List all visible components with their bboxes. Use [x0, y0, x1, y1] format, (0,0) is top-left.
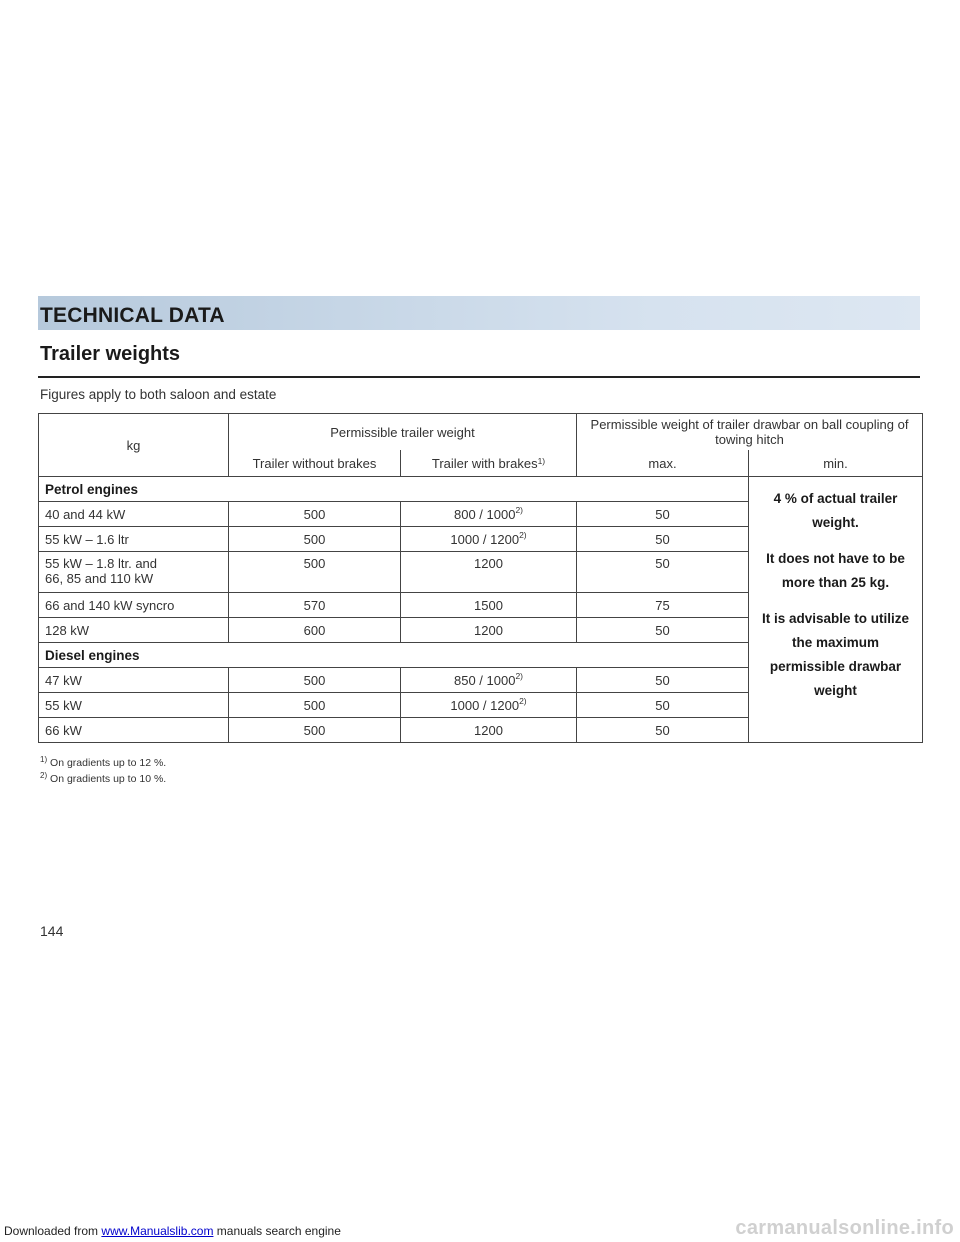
download-prefix: Downloaded from — [4, 1224, 99, 1238]
table-row: 47 kW 500 850 / 1000$^{2)}$ 50 — [39, 668, 923, 693]
table-row: 55 kW 500 1000 / 1200$^{2)}$ 50 — [39, 693, 923, 718]
footnote: $^{1)}$ On gradients up to 12 %. — [40, 755, 167, 769]
table-row: 66 and 140 kW syncro 570 1500 75 — [39, 593, 923, 618]
min-note-line: It does not have to be more than 25 kg. — [766, 551, 905, 590]
section-title: TECHNICAL DATA — [40, 304, 225, 327]
col-header-min: min. — [749, 450, 923, 477]
col-header-without-brakes: Trailer without brakes — [229, 450, 401, 477]
page-number: 144 — [40, 923, 64, 939]
group-label-petrol: Petrol engines — [39, 477, 749, 502]
trailer-weights-table — [38, 413, 922, 743]
min-note-line: It is advisable to utilize the maximum permissible drawbar weight — [761, 611, 910, 698]
download-suffix: manuals search engine — [216, 1224, 341, 1238]
table-row: 128 kW 600 1200 50 — [39, 618, 923, 643]
table-row: 66 kW 500 1200 50 — [39, 718, 923, 743]
manualslib-link[interactable]: www.Manualslib.com — [101, 1224, 214, 1238]
min-note-line: 4 % of actual trailer weight. — [773, 491, 898, 530]
subsection-title: Trailer weights — [40, 343, 181, 365]
footnote: $^{2)}$ On gradients up to 10 %. — [40, 771, 167, 785]
table-row: 55 kW – 1.8 ltr. and 66, 85 and 110 kW 500 1200 50 — [39, 552, 923, 593]
table-row: 55 kW – 1.6 ltr 500 1000 / 1200$^{2)}$ 50 — [39, 527, 923, 552]
group-header-trailer-weight: Permissible trailer weight — [229, 414, 577, 451]
table-row: 40 and 44 kW 500 800 / 1000$^{2)}$ 50 — [39, 502, 923, 527]
col-header-max: max. — [577, 450, 749, 477]
watermark: carmanualsonline.info — [735, 1217, 954, 1239]
group-label-diesel: Diesel engines — [39, 643, 749, 668]
min-drawbar-note — [749, 477, 923, 743]
group-header-drawbar-weight: Permissible weight of trailer drawbar on ball coupling of towing hitch — [577, 414, 923, 451]
unit-label: kg — [126, 437, 141, 453]
applicability-note: Figures apply to both saloon and estate — [40, 387, 277, 402]
subsection-rule — [38, 376, 920, 378]
col-header-with-brakes: Trailer with brakes$^{1)}$ — [401, 450, 577, 477]
